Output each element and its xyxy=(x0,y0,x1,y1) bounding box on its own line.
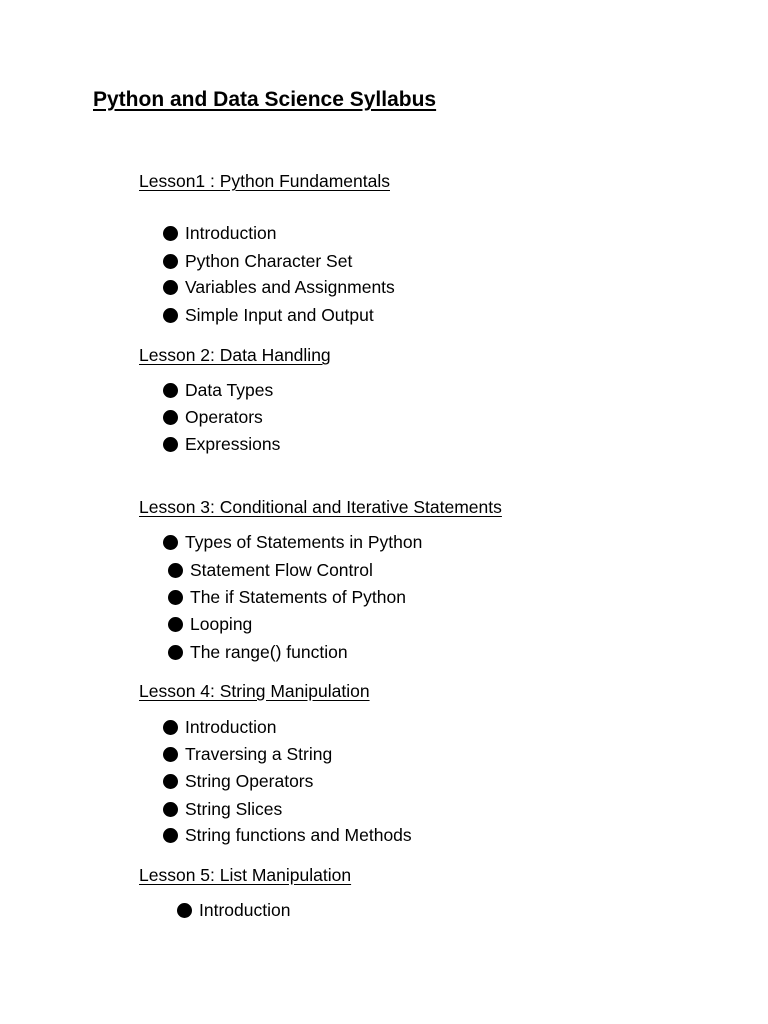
list-item-label: String Operators xyxy=(185,771,314,791)
bullet-icon xyxy=(163,383,178,398)
list-item-label: String Slices xyxy=(185,799,283,819)
list-item-label: The range() function xyxy=(190,642,348,662)
list-item xyxy=(163,223,276,244)
list-item xyxy=(163,717,276,738)
list-item-label: Data Types xyxy=(185,380,274,400)
bullet-icon xyxy=(168,563,183,578)
lesson-1-heading: Lesson1 : Python Fundamentals xyxy=(139,171,390,191)
list-item-label: Python Character Set xyxy=(185,251,353,271)
list-item xyxy=(163,744,332,765)
document-title: Python and Data Science Syllabus xyxy=(93,88,437,111)
list-item-label: Expressions xyxy=(185,434,281,454)
list-item xyxy=(163,532,422,553)
bullet-icon xyxy=(163,226,178,241)
list-item xyxy=(163,434,280,455)
list-item-label: Variables and Assignments xyxy=(185,277,395,297)
bullet-icon xyxy=(168,645,183,660)
list-item-label: Looping xyxy=(190,614,253,634)
list-item-label: Types of Statements in Python xyxy=(185,532,423,552)
bullet-icon xyxy=(163,410,178,425)
lesson-4-heading: Lesson 4: String Manipulation xyxy=(139,681,370,701)
list-item-label: Introduction xyxy=(199,900,291,920)
list-item-label: Operators xyxy=(185,407,263,427)
list-item-label: The if Statements of Python xyxy=(190,587,406,607)
list-item xyxy=(163,305,374,326)
bullet-icon xyxy=(163,254,178,269)
lesson-2-heading: Lesson 2: Data Handling xyxy=(139,345,331,365)
bullet-icon xyxy=(163,828,178,843)
list-item xyxy=(163,251,352,272)
list-item xyxy=(168,642,348,663)
bullet-icon xyxy=(163,308,178,323)
list-item-label: Introduction xyxy=(185,223,277,243)
list-item xyxy=(163,277,395,298)
bullet-icon xyxy=(163,280,178,295)
list-item xyxy=(163,771,313,792)
list-item xyxy=(168,614,252,635)
bullet-icon xyxy=(163,774,178,789)
bullet-icon xyxy=(163,720,178,735)
list-item-label: String functions and Methods xyxy=(185,825,412,845)
list-item-label: Statement Flow Control xyxy=(190,560,373,580)
list-item-label: Simple Input and Output xyxy=(185,305,374,325)
list-item xyxy=(163,799,282,820)
bullet-icon xyxy=(168,590,183,605)
list-item xyxy=(163,407,263,428)
list-item xyxy=(168,560,373,581)
list-item xyxy=(163,825,412,846)
bullet-icon xyxy=(163,535,178,550)
list-item xyxy=(168,587,406,608)
bullet-icon xyxy=(163,802,178,817)
list-item xyxy=(163,380,273,401)
list-item-label: Traversing a String xyxy=(185,744,333,764)
lesson-5-heading: Lesson 5: List Manipulation xyxy=(139,865,352,885)
bullet-icon xyxy=(177,903,192,918)
bullet-icon xyxy=(163,747,178,762)
lesson-3-heading: Lesson 3: Conditional and Iterative Statements xyxy=(139,497,502,517)
bullet-icon xyxy=(168,617,183,632)
list-item xyxy=(177,900,290,921)
list-item-label: Introduction xyxy=(185,717,277,737)
bullet-icon xyxy=(163,437,178,452)
